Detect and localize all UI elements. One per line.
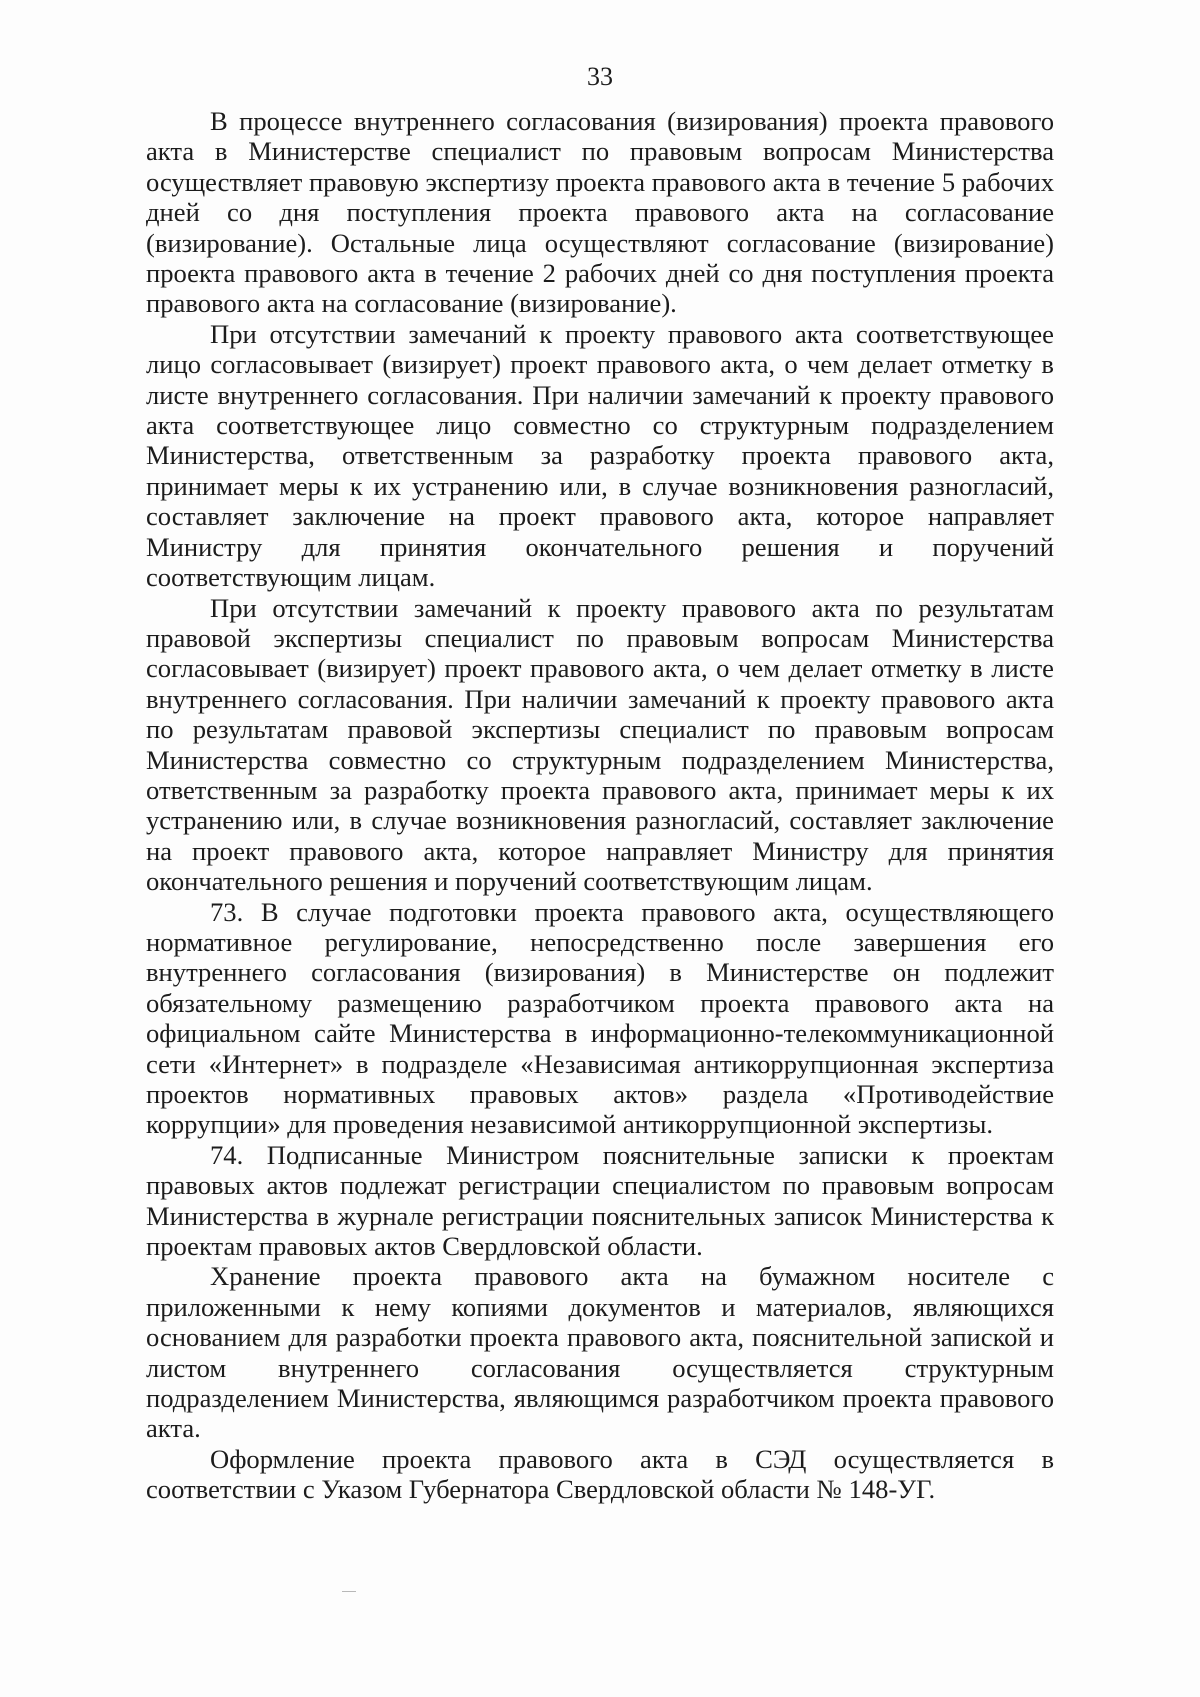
paragraph-storage: Хранение проекта правового акта на бумажном носителе с приложенными к нему копиями документов и материалов, являющихся основанием для разработки проекта правового акта, пояснительной запиской и листом внутреннего согласования осуществляется структурным подразделением Министерства, являющимся разработчиком проекта правового акта. [146,1261,1054,1444]
paragraph-sed: Оформление проекта правового акта в СЭД осуществляется в соответствии с Указом Губернатора Свердловской области № 148-УГ. [146,1443,1054,1505]
page-number: 33 [587,62,613,91]
paragraph-item-73: 73. В случае подготовки проекта правового акта, осуществляющего нормативное регулирование, непосредственно после завершения его внутреннего согласования (визирования) в Министерстве он подлежит обязательному размещению разработчиком проекта правового акта на официальном сайте Министерства в информационно-телекоммуникационной сети «Интернет» в подразделе «Независимая антикоррупционная экспертиза проектов нормативных правовых актов» раздела «Противодействие коррупции» для проведения независимой антикоррупционной экспертизы. [146,896,1054,1140]
paragraph-internal-approval: В процессе внутреннего согласования (визирования) проекта правового акта в Министерстве специалист по правовым вопросам Министерства осуществляет правовую экспертизу проекта правового акта в течение 5 рабочих дней со дня поступления проекта правового акта на согласование (визирование). Остальные лица осуществляют согласование (визирование) проекта правового акта в течение 2 рабочих дней со дня поступления проекта правового акта на согласование (визирование). [146,106,1054,319]
document-body [146,106,1054,1505]
paragraph-legal-expertise: При отсутствии замечаний к проекту правового акта по результатам правовой экспертизы специалист по правовым вопросам Министерства согласовывает (визирует) проект правового акта, о чем делает отметку в листе внутреннего согласования. При наличии замечаний к проекту правового акта по результатам правовой экспертизы специалист по правовым вопросам Министерства совместно со структурным подразделением Министерства, ответственным за разработку проекта правового акта, принимает меры к их устранению или, в случае возникновения разногласий, составляет заключение на проект правового акта, которое направляет Министру для принятия окончательного решения и поручений соответствующим лицам. [146,592,1054,897]
scan-mark [342,1591,356,1592]
paragraph-item-74: 74. Подписанные Министром пояснительные записки к проектам правовых актов подлежат регистрации специалистом по правовым вопросам Министерства в журнале регистрации пояснительных записок Министерства к проектам правовых актов Свердловской области. [146,1139,1054,1262]
paragraph-no-remarks: При отсутствии замечаний к проекту правового акта соответствующее лицо согласовывает (визирует) проект правового акта, о чем делает отметку в листе внутреннего согласования. При наличии замечаний к проекту правового акта соответствующее лицо совместно со структурным подразделением Министерства, ответственным за разработку проекта правового акта, принимает меры к их устранению или, в случае возникновения разногласий, составляет заключение на проект правового акта, которое направляет Министру для принятия окончательного решения и поручений соответствующим лицам. [146,318,1054,593]
